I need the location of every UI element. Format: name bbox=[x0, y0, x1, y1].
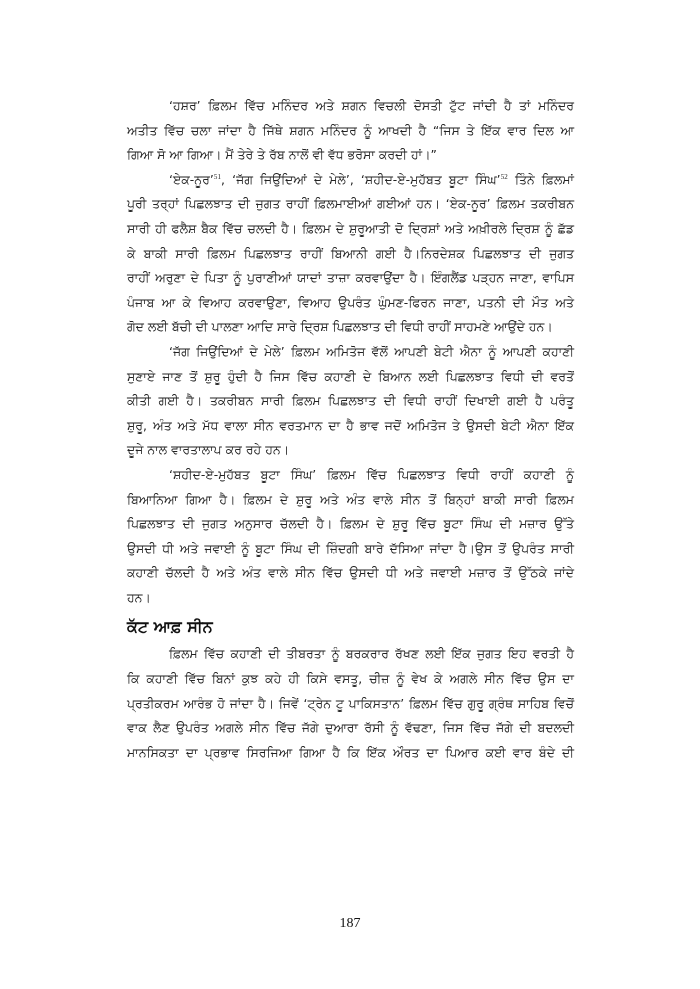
text-line: ‘ਹਸ਼ਰ’ ਫ਼ਿਲਮ ਵਿੱਚ ਮਨਿੰਦਰ ਅਤੇ ਸ਼ਗਨ ਵਿਚਲੀ ਦੋਸਤੀ ਟੁੱਟ ਜਾਂਦੀ ਹੈ ਤਾਂ ਮਨਿੰਦਰ bbox=[169, 99, 574, 113]
footnote-ref-51: 51 bbox=[213, 172, 222, 181]
text-segment: ਤਿੰਨੇ ਫ਼ਿਲਮਾਂ bbox=[507, 172, 574, 187]
text-line: ਹਨ। bbox=[127, 590, 151, 605]
footnote-ref-52: 52 bbox=[500, 172, 508, 181]
text-line: ਕਿ ਕਹਾਣੀ ਵਿੱਚ ਬਿਨਾਂ ਕੁਝ ਕਹੇ ਹੀ ਕਿਸੇ ਵਸਤੂ, ਚੀਜ਼ ਨੂੰ ਵੇਖ ਕੇ ਅਗਲੇ ਸੀਨ ਵਿੱਚ ਉਸ ਦਾ bbox=[127, 672, 574, 687]
text-line: ਪੂਰੀ ਤਰ੍ਹਾਂ ਪਿਛਲਝਾਤ ਦੀ ਜੁਗਤ ਰਾਹੀਂ ਫ਼ਿਲਮਾਈਆਂ ਗਈਆਂ ਹਨ। ‘ਏਕ-ਨੂਰ’ ਫ਼ਿਲਮ ਤਕਰੀਬਨ bbox=[127, 197, 574, 212]
paragraph-cut-off-scene bbox=[127, 642, 574, 765]
page-number: 187 bbox=[339, 916, 361, 931]
text-line: ਗਿਆ ਸੋ ਆ ਗਿਆ। ਮੈਂ ਤੇਰੇ ਤੇ ਰੱਬ ਨਾਲੋਂ ਵੀ ਵੱਧ ਭਰੋਸਾ ਕਰਦੀ ਹਾਂ।” bbox=[127, 148, 437, 163]
text-line: ਫ਼ਿਲਮ ਵਿੱਚ ਕਹਾਣੀ ਦੀ ਤੀਬਰਤਾ ਨੂੰ ਬਰਕਰਾਰ ਰੱਖਣ ਲਈ ਇੱਕ ਜੁਗਤ ਇਹ ਵਰਤੀ ਹੈ bbox=[169, 647, 574, 662]
text-line: ਉਸਦੀ ਧੀ ਅਤੇ ਜਵਾਈ ਨੂੰ ਬੂਟਾ ਸਿੰਘ ਦੀ ਜ਼ਿੰਦਗੀ ਬਾਰੇ ਦੱਸਿਆ ਜਾਂਦਾ ਹੈ।ਉਸ ਤੋਂ ਉਪਰੰਤ ਸਾਰੀ bbox=[127, 541, 574, 556]
text-line-with-footnotes bbox=[127, 168, 574, 193]
section-heading: ਕੱਟ ਆਫ਼ ਸੀਨ bbox=[127, 617, 213, 637]
document-page bbox=[127, 94, 574, 765]
paragraph-hashar bbox=[127, 94, 574, 168]
text-segment: ‘ਏਕ-ਨੂਰ’ bbox=[169, 172, 214, 187]
text-line: ‘ਜੱਗ ਜਿਉਂਦਿਆਂ ਦੇ ਮੇਲੇ’ ਫ਼ਿਲਮ ਅਮਿਤੋਜ ਵੱਲੋਂ ਆਪਣੀ ਬੇਟੀ ਐਨਾ ਨੂੰ ਆਪਣੀ ਕਹਾਣੀ bbox=[169, 344, 574, 359]
text-line: ਰਾਹੀਂ ਅਰੁਣਾ ਦੇ ਪਿਤਾ ਨੂੰ ਪੁਰਾਣੀਆਂ ਯਾਦਾਂ ਤਾਜ਼ਾ ਕਰਵਾਉਂਦਾ ਹੈ। ਇੰਗਲੈਂਡ ਪੜ੍ਹਨ ਜਾਣਾ, ਵਾਪਿਸ bbox=[127, 271, 574, 286]
text-line: ਵਾਕ ਲੈਣ ਉਪਰੰਤ ਅਗਲੇ ਸੀਨ ਵਿੱਚ ਜੱਗੇ ਦੁਆਰਾ ਰੱਸੀ ਨੂੰ ਵੱਢਣਾ, ਜਿਸ ਵਿੱਚ ਜੱਗੇ ਦੀ ਬਦਲਦੀ bbox=[127, 721, 574, 736]
text-segment: , ‘ਜੱਗ ਜਿਉਂਦਿਆਂ ਦੇ ਮੇਲੇ’, ‘ਸ਼ਹੀਦ-ਏ-ਮੁਹੱਬਤ ਬੂਟਾ ਸਿੰਘ’ bbox=[221, 172, 501, 187]
text-line: ਅਤੀਤ ਵਿੱਚ ਚਲਾ ਜਾਂਦਾ ਹੈ ਜਿੱਥੇ ਸ਼ਗਨ ਮਨਿੰਦਰ ਨੂੰ ਆਖਦੀ ਹੈ “ਜਿਸ ਤੇ ਇੱਕ ਵਾਰ ਦਿਲ ਆ bbox=[127, 123, 574, 138]
text-line: ਸਾਰੀ ਹੀ ਫਲੈਸ਼ ਬੈਕ ਵਿੱਚ ਚਲਦੀ ਹੈ। ਫ਼ਿਲਮ ਦੇ ਸ਼ੁਰੂਆਤੀ ਦੋ ਦ੍ਰਿਸ਼ਾਂ ਅਤੇ ਅਖ਼ੀਰਲੇ ਦ੍ਰਿਸ਼ ਨੂੰ ਛੱਡ bbox=[127, 221, 574, 236]
text-line: ਸੁਣਾਏ ਜਾਣ ਤੋਂ ਸ਼ੁਰੂ ਹੁੰਦੀ ਹੈ ਜਿਸ ਵਿੱਚ ਕਹਾਣੀ ਦੇ ਬਿਆਨ ਲਈ ਪਿਛਲਝਾਤ ਵਿਧੀ ਦੀ ਵਰਤੋਂ bbox=[127, 369, 574, 384]
text-line: ਗੋਦ ਲਈ ਬੱਚੀ ਦੀ ਪਾਲਣਾ ਆਦਿ ਸਾਰੇ ਦ੍ਰਿਸ਼ ਪਿਛਲਝਾਤ ਦੀ ਵਿਧੀ ਰਾਹੀਂ ਸਾਹਮਣੇ ਆਉਂਦੇ ਹਨ। bbox=[127, 320, 553, 335]
text-line: ਮਾਨਸਿਕਤਾ ਦਾ ਪ੍ਰਭਾਵ ਸਿਰਜਿਆ ਗਿਆ ਹੈ ਕਿ ਇੱਕ ਔਰਤ ਦਾ ਪਿਆਰ ਕਈ ਵਾਰ ਬੰਦੇ ਦੀ bbox=[127, 745, 574, 760]
text-line: ਕਹਾਣੀ ਚੱਲਦੀ ਹੈ ਅਤੇ ਅੰਤ ਵਾਲੇ ਸੀਨ ਵਿੱਚ ਉਸਦੀ ਧੀ ਅਤੇ ਜਵਾਈ ਮਜ਼ਾਰ ਤੋਂ ਉੱਠਕੇ ਜਾਂਦੇ bbox=[127, 566, 574, 581]
text-line: ਪੰਜਾਬ ਆ ਕੇ ਵਿਆਹ ਕਰਵਾਉਣਾ, ਵਿਆਹ ਉਪਰੰਤ ਘੁੰਮਣ-ਫਿਰਨ ਜਾਣਾ, ਪਤਨੀ ਦੀ ਮੌਤ ਅਤੇ bbox=[127, 295, 574, 310]
text-line: ਬਿਆਨਿਆ ਗਿਆ ਹੈ। ਫ਼ਿਲਮ ਦੇ ਸ਼ੁਰੂ ਅਤੇ ਅੰਤ ਵਾਲੇ ਸੀਨ ਤੋਂ ਬਿਨ੍ਹਾਂ ਬਾਕੀ ਸਾਰੀ ਫ਼ਿਲਮ bbox=[127, 492, 574, 507]
text-line: ਸ਼ੁਰੂ, ਅੰਤ ਅਤੇ ਮੱਧ ਵਾਲਾ ਸੀਨ ਵਰਤਮਾਨ ਦਾ ਹੈ ਭਾਵ ਜਦੋਂ ਅਮਿਤੋਜ ਤੇ ਉਸਦੀ ਬੇਟੀ ਐਨਾ ਇੱਕ bbox=[127, 418, 574, 433]
paragraph-buta-singh bbox=[127, 463, 574, 611]
text-line: ਪ੍ਰਤੀਕਰਮ ਆਰੰਭ ਹੋ ਜਾਂਦਾ ਹੈ। ਜਿਵੇਂ ‘ਟ੍ਰੇਨ ਟੂ ਪਾਕਿਸਤਾਨ’ ਫ਼ਿਲਮ ਵਿੱਚ ਗੁਰੂ ਗ੍ਰੰਥ ਸਾਹਿਬ ਵਿਚੋਂ bbox=[127, 696, 574, 711]
text-line: ‘ਸ਼ਹੀਦ-ਏ-ਮੁਹੱਬਤ ਬੂਟਾ ਸਿੰਘ’ ਫ਼ਿਲਮ ਵਿੱਚ ਪਿਛਲਝਾਤ ਵਿਧੀ ਰਾਹੀਂ ਕਹਾਣੀ ਨੂੰ bbox=[169, 467, 574, 482]
text-line: ਦੂਜੇ ਨਾਲ ਵਾਰਤਾਲਾਪ ਕਰ ਰਹੇ ਹਨ। bbox=[127, 443, 290, 458]
text-line: ਕੀਤੀ ਗਈ ਹੈ। ਤਕਰੀਬਨ ਸਾਰੀ ਫ਼ਿਲਮ ਪਿਛਲਝਾਤ ਦੀ ਵਿਧੀ ਰਾਹੀਂ ਦਿਖਾਈ ਗਈ ਹੈ ਪਰੰਤੂ bbox=[127, 394, 574, 409]
text-line: ਕੇ ਬਾਕੀ ਸਾਰੀ ਫ਼ਿਲਮ ਪਿਛਲਝਾਤ ਰਾਹੀਂ ਬਿਆਨੀ ਗਈ ਹੈ।ਨਿਰਦੇਸ਼ਕ ਪਿਛਲਝਾਤ ਦੀ ਜੁਗਤ bbox=[127, 246, 574, 261]
text-line: ਪਿਛਲਝਾਤ ਦੀ ਜੁਗਤ ਅਨੁਸਾਰ ਚੱਲਦੀ ਹੈ। ਫ਼ਿਲਮ ਦੇ ਸ਼ੁਰੂ ਵਿੱਚ ਬੂਟਾ ਸਿੰਘ ਦੀ ਮਜ਼ਾਰ ਉੱਤੇ bbox=[127, 517, 574, 532]
paragraph-jagg-jiundeyan bbox=[127, 340, 574, 463]
paragraph-three-films bbox=[127, 168, 574, 340]
